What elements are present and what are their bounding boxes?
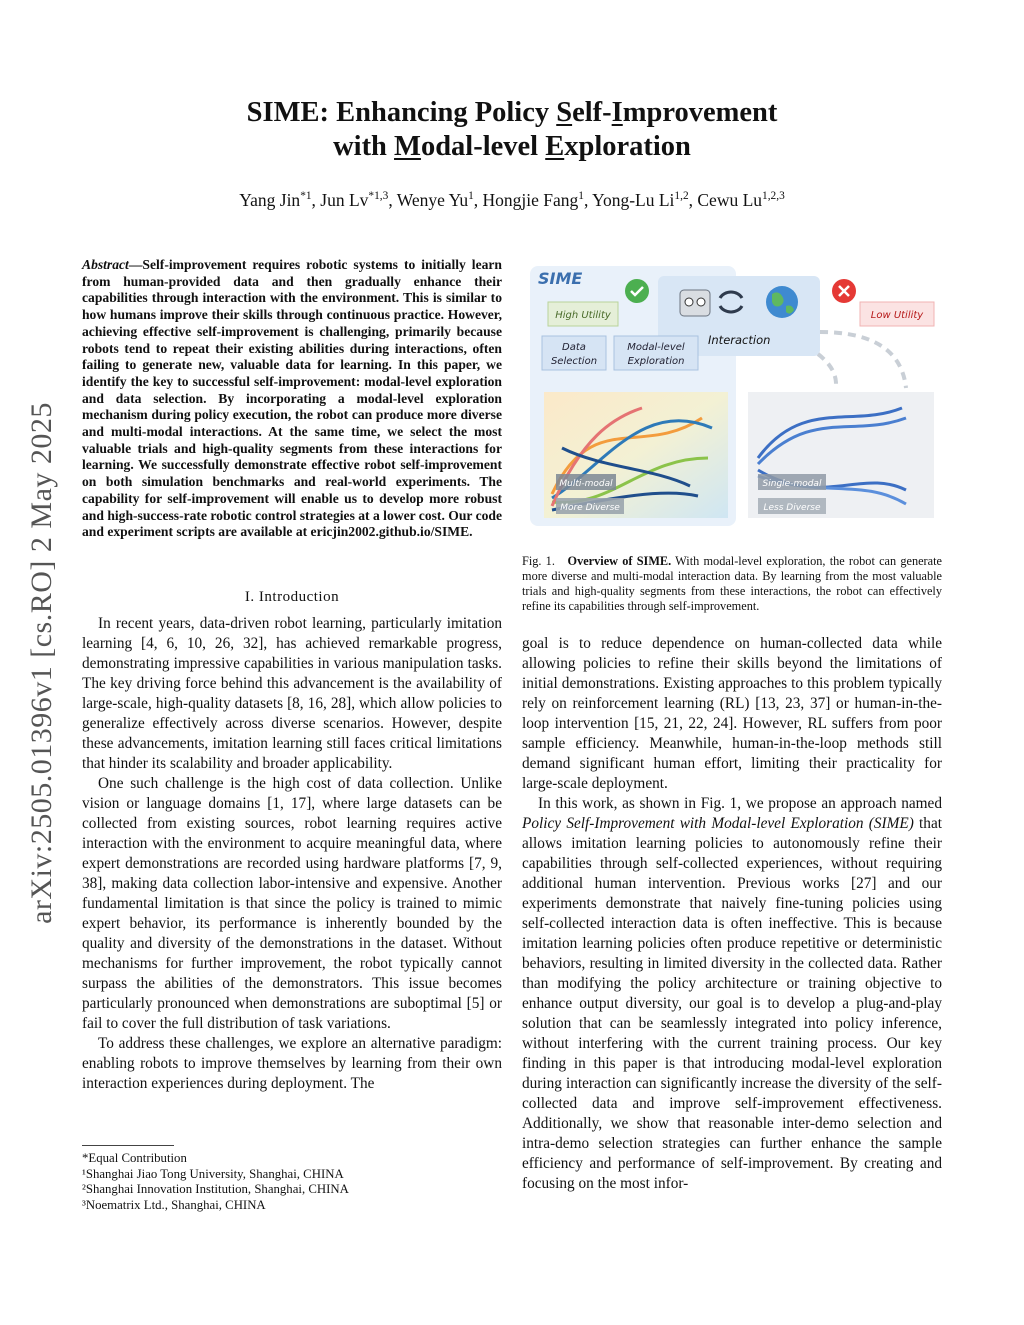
- author-affil: 1: [578, 190, 584, 203]
- intro-paragraph: One such challenge is the high cost of data collection. Unlike vision or language domains [1, 17], where large datasets can be collected from existing sources, robot learning requires active interaction with the environment to acquire meaningful data, where expert demonstrations are recorded using hardware platforms [7, 9, 38], making data collection labor-intensive and expensive. Another fundamental limitation is that since the policy is trained to mimic expert behavior, its performance is inherently bounded by the quality and diversity of the demonstrations in the dataset. Without mechanisms for further improvement, the robot typically cannot surpass the abilities of the demonstrators. This issue becomes particularly pronounced when demonstrations are suboptimal [5] or fail to cover the full distribution of task variations.: [82, 775, 502, 1032]
- modal-exploration-label-2: Exploration: [627, 356, 685, 367]
- more-diverse-label: More Diverse: [560, 503, 620, 513]
- abstract: [82, 257, 502, 541]
- section-heading: I. Introduction: [244, 589, 340, 605]
- title-text: xploration: [564, 131, 691, 162]
- author-name: Wenye Yu: [396, 190, 469, 210]
- figure-caption: [522, 554, 942, 614]
- author-affil: 1,2,3: [762, 190, 785, 203]
- footnotes: [82, 1151, 502, 1213]
- robot-icon: [680, 290, 710, 316]
- author: [320, 190, 388, 210]
- arrow-right-2: [818, 354, 836, 384]
- author-affil: 1: [468, 190, 474, 203]
- robot-eye: [685, 298, 693, 306]
- title-line-2: [0, 130, 1024, 164]
- arxiv-id: arXiv:2505.01396v1 [cs.RO] 2 May 2025: [25, 401, 58, 924]
- author-name: Yang Jin: [239, 190, 301, 210]
- author-list: Yang Jin$^{*1}$, Jun Lv$^{*1,3}$, Wenye Yu$^1$, Hongjie Fang$^1$, Yong-Lu Li$^{1,2}$, Cewu Lu$^{1,2,3}$: [239, 190, 785, 210]
- title-text: odal-level: [420, 131, 546, 162]
- sime-logo: SIME: [538, 269, 583, 288]
- caption-bold: Overview of SIME.: [567, 554, 672, 568]
- data-selection-label-2: Selection: [550, 356, 598, 367]
- right-column: [522, 634, 942, 1194]
- intro-paragraph: To address these challenges, we explore an alternative paradigm: enabling robots to improve themselves by learning from their own interaction experiences during deployment. The: [82, 1035, 502, 1092]
- figure-1: [522, 258, 942, 528]
- title-text: elf-: [572, 97, 612, 128]
- title-line-1: [0, 96, 1024, 130]
- multi-modal-label: Multi-modal: [559, 479, 613, 489]
- arxiv-sidebar: [22, 370, 62, 955]
- paragraph-text: that allows imitation learning policies to autonomously refine their capabilities through self-collected experiences, without requiring additional human intervention. Previous works [27] and our experiments demonstrate that naively fine-tuning policies using self-collected interaction data is often ineffective. This is because imitation learning policies often produce repetitive or deterministic behaviors, resulting in limited diversity in the collected data. Rather than modifying the policy architecture or training objective to enhance output diversity, our goal is to develop a plug-and-play solution that can be seamlessly integrated into policy inference, without interfering with the current training process. Our key finding in this paper is that introducing modal-level exploration during interaction can significantly increase the diversity of the self-collected data and improve self-improvement effectiveness. Additionally, we show that reasonable inter-demo selection and intra-demo selection strategies can further enhance the sample efficiency and performance of self-improvement. By creating and focusing on the most infor-: [522, 815, 942, 1192]
- author: [397, 190, 474, 210]
- caption-text: With modal-level exploration, the robot can generate more diverse and multi-modal interaction data. By learning from the most valuable trials and high-quality segments from these interactions, the robot can effectively refine its capabilities through self-improvement.: [522, 554, 942, 613]
- abstract-text: —Self-improvement requires robotic systems to initially learn from human-provided data and then gradually enhance their capabilities through interaction with the environment. This is similar to how humans improve their skills through continuous practice. However, achieving effective self-improvement is challenging, primarily because robots tend to repeat their existing abilities during interactions, often failing to generate new, valuable data for learning. In this paper, we identify the key to successful self-improvement: modal-level exploration and data selection. By incorporating a modal-level exploration mechanism during policy execution, the robot can produce more diverse and multi-modal interactions. At the same time, we select the most valuable trials and high-quality segments from these interactions for learning. We successfully demonstrate effective robot self-improvement on both simulation benchmarks and real-world experiments. The capability for self-improvement will enable us to develop more robust and high-success-rate robotic control strategies at a lower cost. Our code and experiment scripts are available at ericjin2002.github.io/SIME.: [82, 257, 502, 540]
- footnote: *Equal Contribution: [82, 1151, 187, 1165]
- title-underlined: M: [394, 131, 421, 162]
- author-affil: *1: [300, 190, 312, 203]
- author: [592, 190, 689, 210]
- title-text: with: [333, 131, 395, 162]
- author-name: Jun Lv: [320, 190, 369, 210]
- author: [697, 190, 784, 210]
- title-underlined: E: [545, 131, 565, 162]
- less-diverse-label: Less Diverse: [763, 503, 821, 513]
- single-modal-label: Single-modal: [762, 479, 822, 489]
- title-text: mprovement: [622, 97, 778, 128]
- author-name: Hongjie Fang: [482, 190, 579, 210]
- intro-column: [82, 614, 502, 1094]
- arrow-right: [820, 332, 906, 388]
- robot-eye: [697, 298, 705, 306]
- author-affil: 1,2: [674, 190, 689, 203]
- high-utility-label: High Utility: [555, 310, 611, 321]
- author-affil: *1,3: [368, 190, 389, 203]
- intro-paragraph: In recent years, data-driven robot learning, particularly imitation learning [4, 6, 10, 26, 32], has achieved remarkable progress, demonstrating impressive capabilities in various manipulation tasks. The key driving force behind this advancement is the availability of large-scale, high-quality datasets [8, 16, 28], which allow policies to generalize effectively across diverse scenarios. However, despite these advancements, imitation learning still faces critical limitations that hinder its scalability and broader applicability.: [82, 615, 502, 772]
- footnote-rule: [82, 1145, 174, 1146]
- title-underlined: S: [556, 97, 573, 128]
- abstract-lead: Abstract: [82, 257, 129, 272]
- paragraph-emphasis: Policy Self-Improvement with Modal-level Exploration (SIME): [522, 815, 914, 832]
- paragraph-text: In this work, as shown in Fig. 1, we propose an approach named: [538, 795, 942, 812]
- right-paragraph: [522, 634, 942, 794]
- caption-label: Fig. 1.: [522, 554, 555, 568]
- author-name: Cewu Lu: [697, 190, 763, 210]
- right-paragraph: [522, 794, 942, 1194]
- footnote: ²Shanghai Innovation Institution, Shanghai, CHINA: [82, 1182, 349, 1196]
- check-icon: [625, 279, 649, 303]
- author: [239, 190, 311, 210]
- low-utility-label: Low Utility: [870, 310, 924, 321]
- title-text: SIME: Enhancing Policy: [246, 97, 557, 128]
- title-underlined: I: [611, 97, 623, 128]
- data-selection-label-1: Data: [562, 342, 586, 353]
- author-name: Yong-Lu Li: [592, 190, 675, 210]
- author: [483, 190, 584, 210]
- paragraph-text: goal is to reduce dependence on human-collected data while allowing policies to refine their skills beyond the limitations of initial demonstrations. Existing approaches to this problem typically rely on reinforcement learning (RL) [13, 23, 37] or human-in-the-loop intervention [15, 21, 22, 24]. However, RL suffers from poor sample efficiency. Meanwhile, human-in-the-loop methods still demand significant human effort, limiting their practicality for large-scale deployment.: [522, 635, 942, 792]
- paper-title: [0, 96, 1024, 164]
- interaction-label: Interaction: [708, 333, 771, 347]
- modal-exploration-label-1: Modal-level: [627, 342, 685, 353]
- footnote: ¹Shanghai Jiao Tong University, Shanghai, CHINA: [82, 1166, 344, 1181]
- footnote: ³Noematrix Ltd., Shanghai, CHINA: [82, 1197, 266, 1212]
